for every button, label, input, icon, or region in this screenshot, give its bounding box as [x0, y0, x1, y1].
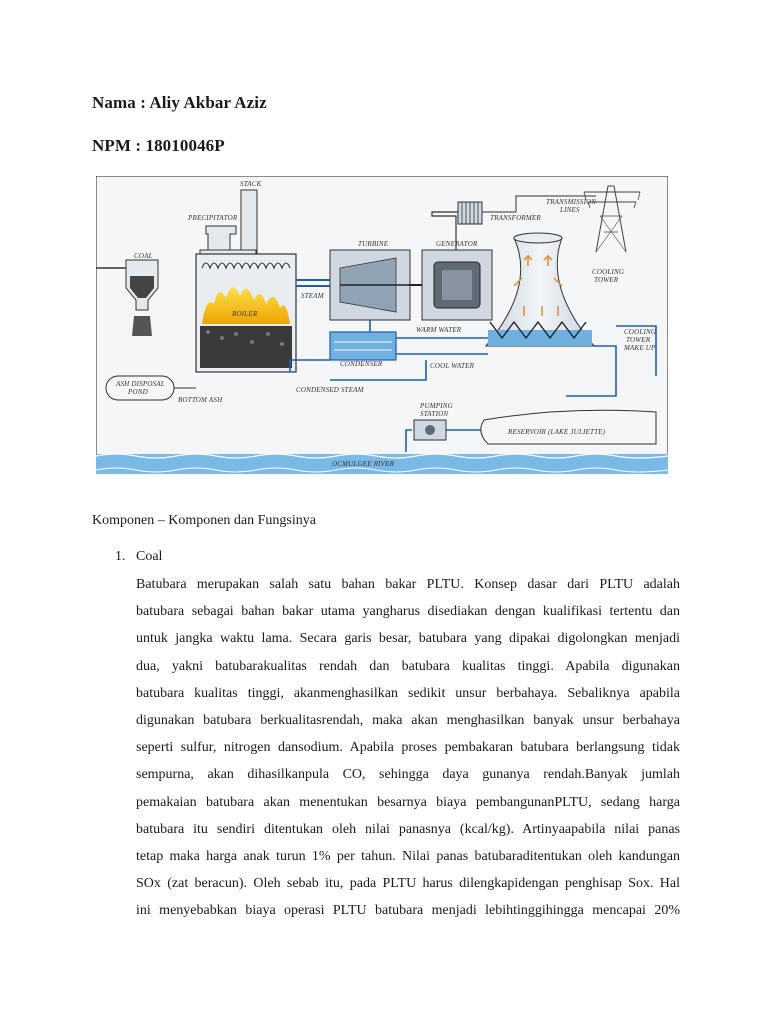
label-cool-water: COOL WATER [430, 362, 475, 370]
turbine [330, 250, 410, 320]
label-reservoir: RESERVOIR (LAKE JULIETTE) [508, 428, 606, 436]
paragraph-line: ini menyebabkan biaya operasi PLTU batubara menjadi lebihtinggihingga mencapai 20% [136, 903, 680, 919]
list-item-title: Coal [136, 549, 163, 564]
label-condenser: CONDENSER [340, 360, 383, 368]
label-precipitator: PRECIPITATOR [188, 214, 238, 222]
student-npm: NPM : 18010046P [92, 136, 225, 155]
label-ash-disposal-pond-1: ASH DISPOSAL [116, 380, 165, 388]
condenser [330, 332, 396, 360]
body-paragraph [136, 571, 680, 924]
paragraph-line: batubara itu sendiri ditentukan oleh nilai panasnya (kcal/kg). Artinyaapabila nilai panas [136, 821, 680, 837]
label-cooling-tower-make-up-3: MAKE UP [624, 344, 656, 352]
label-river: OCMULGEE RIVER [332, 460, 395, 468]
label-cooling-tower-1: COOLING [592, 268, 625, 276]
label-turbine: TURBINE [358, 240, 389, 248]
list-item-number: 1. [115, 549, 126, 564]
section-title: Komponen – Komponen dan Fungsinya [92, 513, 316, 528]
label-ash-disposal-pond-2: POND [128, 388, 148, 396]
paragraph-line: seperti sulfur, nitrogen dansodium. Apabila proses pembakaran batubara berlangsung tidak [136, 740, 680, 756]
label-bottom-ash: BOTTOM ASH [178, 396, 223, 404]
label-pumping-station-1: PUMPING [420, 402, 453, 410]
paragraph-line: digunakan batubara berkualitasrendah, maka akan menghasilkan banyak unsur berbahaya [136, 712, 680, 728]
paragraph-line: dua, yakni batubarakualitas rendah dan batubara kualitas tinggi. Apabila digunakan [136, 658, 680, 674]
power-plant-diagram [96, 176, 668, 474]
paragraph-line: SOx (zat beracun). Oleh sebab itu, pada PLTU harus dilengkapidengan penghisap Sox. Hal [136, 876, 680, 892]
pumping-station [414, 420, 446, 440]
paragraph-line: tetap maka harga anak turun 1% per tahun. Nilai panas batubaraditentukan oleh kandungan [136, 848, 680, 864]
student-name: Nama : Aliy Akbar Aziz [92, 93, 267, 112]
label-transmission-lines-2: LINES [560, 206, 580, 214]
paragraph-line: untuk jangka waktu lama. Secara garis besar, batubara yang dipakai digolongkan menjadi [136, 631, 680, 647]
paragraph-line: batubara sebagai bahan bakar utama yangharus disediakan dengan kualifikasi tertentu dan [136, 604, 680, 620]
label-cooling-tower-make-up-2: TOWER [626, 336, 651, 344]
label-coal: COAL [134, 252, 153, 260]
label-transformer: TRANSFORMER [490, 214, 541, 222]
paragraph-line: Batubara merupakan salah satu bahan bakar PLTU. Konsep dasar dari PLTU adalah [136, 577, 680, 592]
paragraph-line: sempurna, akan dihasilkanpula CO, sehingga daya gunanya rendah.Banyak jumlah [136, 767, 680, 783]
generator [410, 250, 492, 320]
label-generator: GENERATOR [436, 240, 478, 248]
paragraph-line: batubara kualitas tinggi, akanmenghasilkan sedikit unsur berbahaya. Sebaliknya apabila [136, 685, 680, 701]
label-steam: STEAM [301, 292, 324, 300]
label-warm-water: WARM WATER [416, 326, 462, 334]
paragraph-line: pemakaian batubara akan menentukan besarnya biaya pembangunanPLTU, sedang harga [136, 794, 680, 810]
label-stack: STACK [240, 180, 262, 188]
label-cooling-tower-2: TOWER [594, 276, 619, 284]
label-boiler: BOILER [232, 310, 258, 318]
label-transmission-lines-1: TRANSMISSION [546, 198, 597, 206]
label-pumping-station-2: STATION [420, 410, 449, 418]
label-cooling-tower-make-up-1: COOLING [624, 328, 657, 336]
label-condensed-steam: CONDENSED STEAM [296, 386, 364, 394]
